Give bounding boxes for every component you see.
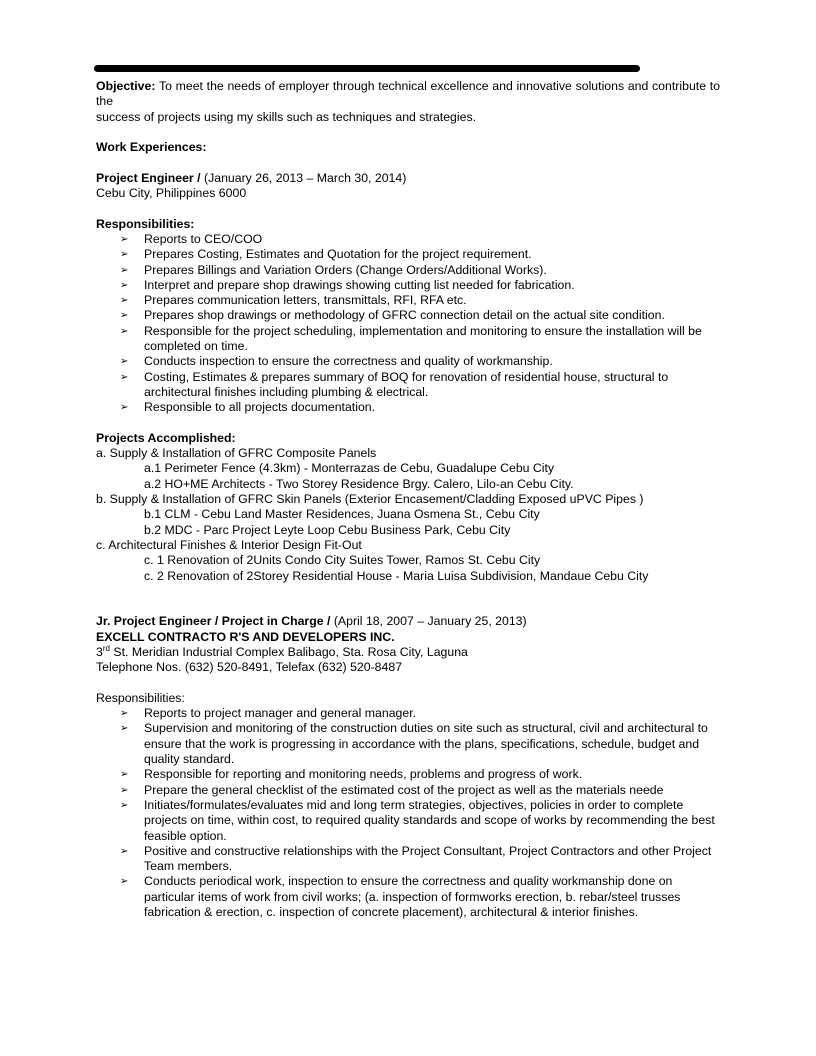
arrow-bullet-icon: ➢ bbox=[120, 356, 129, 368]
job2-responsibility-item bbox=[96, 783, 720, 798]
address-number: 3 bbox=[96, 644, 103, 659]
job1-sep: / bbox=[193, 170, 204, 185]
job1-responsibility-text: Prepares communication letters, transmittals, RFI, RFA etc. bbox=[144, 293, 467, 308]
job1-heading bbox=[96, 171, 720, 186]
job2-responsibility-text: Responsible for reporting and monitoring needs, problems and progress of work. bbox=[144, 767, 583, 782]
objective-label: Objective: bbox=[96, 79, 156, 93]
job1-responsibilities-heading: Responsibilities: bbox=[96, 216, 195, 231]
job1-dates: (January 26, 2013 – March 30, 2014) bbox=[203, 170, 407, 185]
project-subitem: c. 1 Renovation of 2Units Condo City Suites Tower, Ramos St. Cebu City bbox=[144, 553, 541, 568]
project-subitem: c. 2 Renovation of 2Storey Residential House - Maria Luisa Subdivision, Mandaue Cebu City bbox=[144, 568, 649, 583]
job2-responsibility-item bbox=[96, 798, 720, 844]
job1-responsibility-item bbox=[96, 278, 720, 293]
project-subitem: b.2 MDC - Parc Project Leyte Loop Cebu Business Park, Cebu City bbox=[144, 522, 511, 537]
job2-responsibilities-heading: Responsibilities: bbox=[96, 690, 185, 705]
objective-text-2: success of projects using my skills such as techniques and strategies. bbox=[96, 109, 477, 124]
job1-responsibility-text: Responsible to all projects documentation. bbox=[144, 400, 376, 415]
arrow-bullet-icon: ➢ bbox=[120, 233, 129, 245]
job1-responsibility-text: Costing, Estimates & prepares summary of BOQ for renovation of residential house, structural to architectural finishes including plumbing & electrical. bbox=[144, 369, 669, 399]
job2-responsibility-item bbox=[96, 721, 720, 767]
job2-address bbox=[96, 645, 720, 660]
job2-phones: Telephone Nos. (632) 520-8491, Telefax (632) 520-8487 bbox=[96, 660, 403, 675]
job2-responsibility-text: Supervision and monitoring of the construction duties on site such as structural, civil and architectural to ensure that the work is progressing in accordance with the plans, specifications, schedule, budget and quality standard. bbox=[144, 721, 708, 767]
project-category: b. Supply & Installation of GFRC Skin Panels (Exterior Encasement/Cladding Exposed uPVC Pipes ) bbox=[96, 492, 644, 507]
work-experiences-heading: Work Experiences: bbox=[96, 140, 207, 155]
job1-responsibility-text: Prepares Billings and Variation Orders (Change Orders/Additional Works). bbox=[144, 262, 547, 277]
job2-responsibilities-list bbox=[96, 706, 720, 920]
job2-responsibility-item bbox=[96, 874, 720, 920]
resume-page bbox=[96, 79, 720, 920]
project-category: a. Supply & Installation of GFRC Composite Panels bbox=[96, 446, 377, 461]
address-rest: St. Meridian Industrial Complex Balibago, Sta. Rosa City, Laguna bbox=[109, 644, 468, 659]
arrow-bullet-icon: ➢ bbox=[120, 249, 129, 261]
project-subitem: b.1 CLM - Cebu Land Master Residences, Juana Osmena St., Cebu City bbox=[144, 507, 540, 522]
job1-responsibility-item bbox=[96, 400, 720, 415]
objective-section bbox=[96, 79, 720, 125]
job2-company: EXCELL CONTRACTO R'S AND DEVELOPERS INC. bbox=[96, 629, 395, 644]
arrow-bullet-icon: ➢ bbox=[120, 402, 129, 414]
arrow-bullet-icon: ➢ bbox=[120, 845, 129, 857]
job2-dates: (April 18, 2007 – January 25, 2013) bbox=[333, 614, 527, 629]
project-subitem: a.2 HO+ME Architects - Two Storey Residence Brgy. Calero, Lilo-an Cebu City. bbox=[144, 476, 574, 491]
job1-responsibility-item bbox=[96, 232, 720, 247]
project-category: c. Architectural Finishes & Interior Design Fit-Out bbox=[96, 537, 362, 552]
arrow-bullet-icon: ➢ bbox=[120, 769, 129, 781]
arrow-bullet-icon: ➢ bbox=[120, 264, 129, 276]
job1-responsibility-text: Reports to CEO/COO bbox=[144, 231, 263, 246]
job2-responsibility-text: Conducts periodical work, inspection to ensure the correctness and quality workmanship done on particular items of work from civil works; (a. inspection of formworks erection, b. rebar/steel trusses fabrication & erection, c. inspection of concrete placement), architectural & interior finishes. bbox=[144, 874, 681, 920]
arrow-bullet-icon: ➢ bbox=[120, 799, 129, 811]
job1-responsibility-text: Conducts inspection to ensure the correctness and quality of workmanship. bbox=[144, 354, 553, 369]
project-subitem: a.1 Perimeter Fence (4.3km) - Monterrazas de Cebu, Guadalupe Cebu City bbox=[144, 461, 555, 476]
arrow-bullet-icon: ➢ bbox=[120, 295, 129, 307]
job1-responsibility-item bbox=[96, 354, 720, 369]
job1-responsibilities-list bbox=[96, 232, 720, 416]
projects-heading: Projects Accomplished: bbox=[96, 430, 236, 445]
job2-responsibility-text: Initiates/formulates/evaluates mid and long term strategies, objectives, policies in order to complete projects on time, within cost, to required quality standards and scope of works by recommending the best feasible option. bbox=[144, 797, 715, 843]
arrow-bullet-icon: ➢ bbox=[120, 723, 129, 735]
arrow-bullet-icon: ➢ bbox=[120, 784, 129, 796]
objective-text-1: To meet the needs of employer through technical excellence and innovative solutions and contribute to the bbox=[96, 79, 720, 109]
arrow-bullet-icon: ➢ bbox=[120, 325, 129, 337]
job2-sep: / bbox=[323, 614, 334, 629]
job1-responsibility-text: Prepares Costing, Estimates and Quotation for the project requirement. bbox=[144, 247, 532, 262]
job1-responsibility-item bbox=[96, 247, 720, 262]
job2-responsibility-item bbox=[96, 844, 720, 875]
job1-responsibility-item bbox=[96, 308, 720, 323]
job1-responsibility-item bbox=[96, 263, 720, 278]
arrow-bullet-icon: ➢ bbox=[120, 310, 129, 322]
job1-title: Project Engineer bbox=[96, 170, 194, 185]
arrow-bullet-icon: ➢ bbox=[120, 371, 129, 383]
job1-responsibility-text: Prepares shop drawings or methodology of GFRC connection detail on the actual site condition. bbox=[144, 308, 665, 323]
job1-responsibility-item bbox=[96, 324, 720, 355]
job1-responsibility-item bbox=[96, 370, 720, 401]
address-suffix: rd bbox=[102, 643, 110, 653]
job2-responsibility-text: Prepare the general checklist of the estimated cost of the project as well as the materials neede bbox=[144, 782, 664, 797]
job2-responsibility-item bbox=[96, 767, 720, 782]
arrow-bullet-icon: ➢ bbox=[120, 876, 129, 888]
job1-responsibility-text: Responsible for the project scheduling, implementation and monitoring to ensure the installation will be completed on time. bbox=[144, 323, 702, 354]
job1-location: Cebu City, Philippines 6000 bbox=[96, 186, 247, 201]
job2-heading bbox=[96, 614, 720, 629]
job2-responsibility-text: Reports to project manager and general manager. bbox=[144, 706, 417, 721]
job2-title: Jr. Project Engineer / Project in Charge bbox=[96, 614, 324, 629]
job2-responsibility-item bbox=[96, 706, 720, 721]
job1-responsibility-item bbox=[96, 293, 720, 308]
arrow-bullet-icon: ➢ bbox=[120, 279, 129, 291]
arrow-bullet-icon: ➢ bbox=[120, 708, 129, 720]
projects-list bbox=[96, 446, 720, 584]
header-rule bbox=[94, 65, 640, 72]
job1-responsibility-text: Interpret and prepare shop drawings showing cutting list needed for fabrication. bbox=[144, 277, 575, 292]
job2-responsibility-text: Positive and constructive relationships with the Project Consultant, Project Contractors and other Project Team members. bbox=[144, 843, 712, 874]
